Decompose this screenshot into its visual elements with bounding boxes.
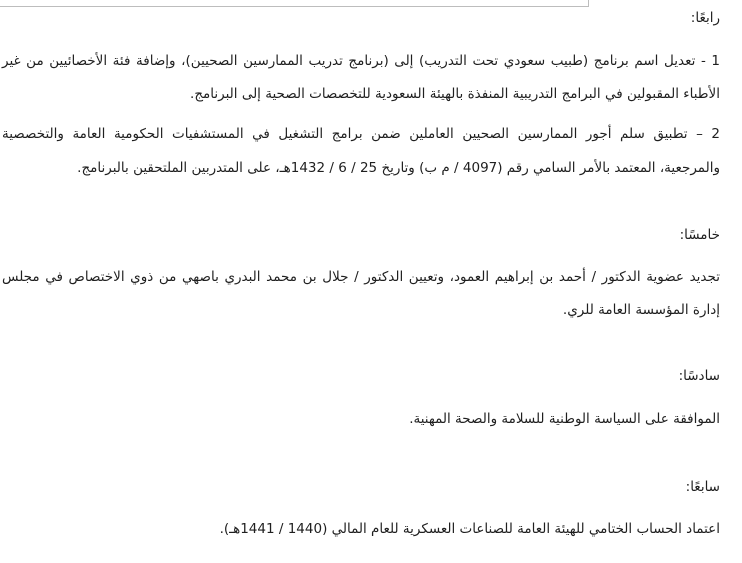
paragraph-line: إدارة المؤسسة العامة للري. <box>562 302 720 318</box>
section-heading: رابعًا: <box>690 10 720 26</box>
paragraph-line: 2 – تطبيق سلم أجور الممارسين الصحيين العاملين ضمن برامج التشغيل في المستشفيات الحكومية العامة والتخصصية <box>2 126 720 142</box>
paragraph-line: 1 - تعديل اسم برنامج (طبيب سعودي تحت التدريب) إلى (برنامج تدريب الممارسين الصحيين)، وإضافة فئة الأخصائيين من غير <box>2 53 720 69</box>
paragraph-line: اعتماد الحساب الختامي للهيئة العامة للصناعات العسكرية للعام المالي (1440 / 1441هـ). <box>219 521 720 537</box>
section-heading: سابعًا: <box>685 479 720 495</box>
paragraph-line: الموافقة على السياسة الوطنية للسلامة والصحة المهنية. <box>409 411 720 427</box>
section-heading: سادسًا: <box>678 368 720 384</box>
paragraph-line: والمرجعية، المعتمد بالأمر السامي رقم (4097 / م ب) وتاريخ 25 / 6 / 1432هـ، على المتدربين الملتحقين بالبرنامج. <box>77 160 720 176</box>
section-heading: خامسًا: <box>679 227 720 243</box>
paragraph-line: الأطباء المقبولين في البرامج التدريبية المنفذة بالهيئة السعودية للتخصصات الصحية إلى البرنامج. <box>190 86 720 102</box>
paragraph-line: تجديد عضوية الدكتور / أحمد بن إبراهيم العمود، وتعيين الدكتور / جلال بن محمد البدري باصهي من ذوي الاختصاص في مجلس <box>2 269 720 285</box>
